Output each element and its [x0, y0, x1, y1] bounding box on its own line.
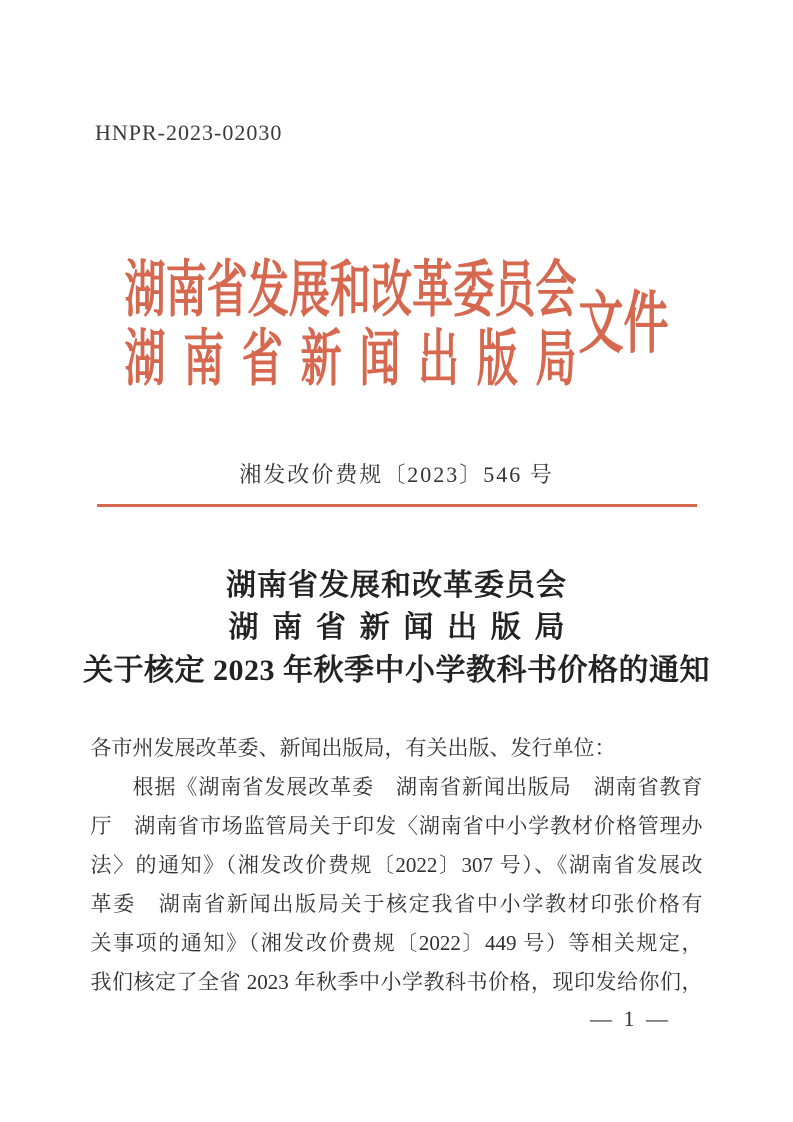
body-text-line: 我们核定了全省 2023 年秋季中小学教科书价格，现印发给你们， — [90, 970, 703, 994]
document-reference-code: HNPR-2023-02030 — [95, 120, 283, 145]
body-text-line: 根据《湖南省发展改革委 湖南省新闻出版局 湖南省教育 — [132, 775, 703, 799]
body-text-line: 关事项的通知》（湘发改价费规〔2022〕449 号）等相关规定， — [90, 931, 703, 955]
body-salutation-line: 各市州发展改革委、新闻出版局，有关出版、发行单位： — [90, 736, 616, 760]
body-text-line: 法〉的通知》（湘发改价费规〔2022〕307 号）、《湖南省发展改 — [90, 853, 703, 877]
red-letterhead — [0, 254, 793, 394]
notice-title-line1: 湖南省发展和改革委员会 — [226, 569, 567, 602]
document-issue-number: 湘发改价费规〔2023〕546 号 — [239, 462, 554, 487]
body-text-line: 革委 湖南省新闻出版局关于核定我省中小学教材印张价格有 — [90, 892, 703, 916]
page-number: — 1 — — [590, 1006, 671, 1031]
notice-title — [0, 565, 793, 693]
notice-body — [91, 729, 703, 1002]
letterhead-agency-line1: 湖南省发展和改革委员会 — [124, 255, 577, 324]
letterhead-agencies — [124, 255, 576, 393]
red-divider-rule — [97, 504, 697, 507]
letterhead-doc-type-suffix: 文件 — [578, 286, 669, 362]
notice-title-line2: 湖南省新闻出版局 — [228, 611, 565, 644]
notice-title-line3: 关于核定 2023 年秋季中小学教科书价格的通知 — [83, 654, 710, 687]
body-text-line: 厅 湖南省市场监管局关于印发〈湖南省中小学教材价格管理办 — [90, 814, 703, 838]
letterhead-agency-line2: 湖南省新闻出版局 — [124, 324, 577, 393]
